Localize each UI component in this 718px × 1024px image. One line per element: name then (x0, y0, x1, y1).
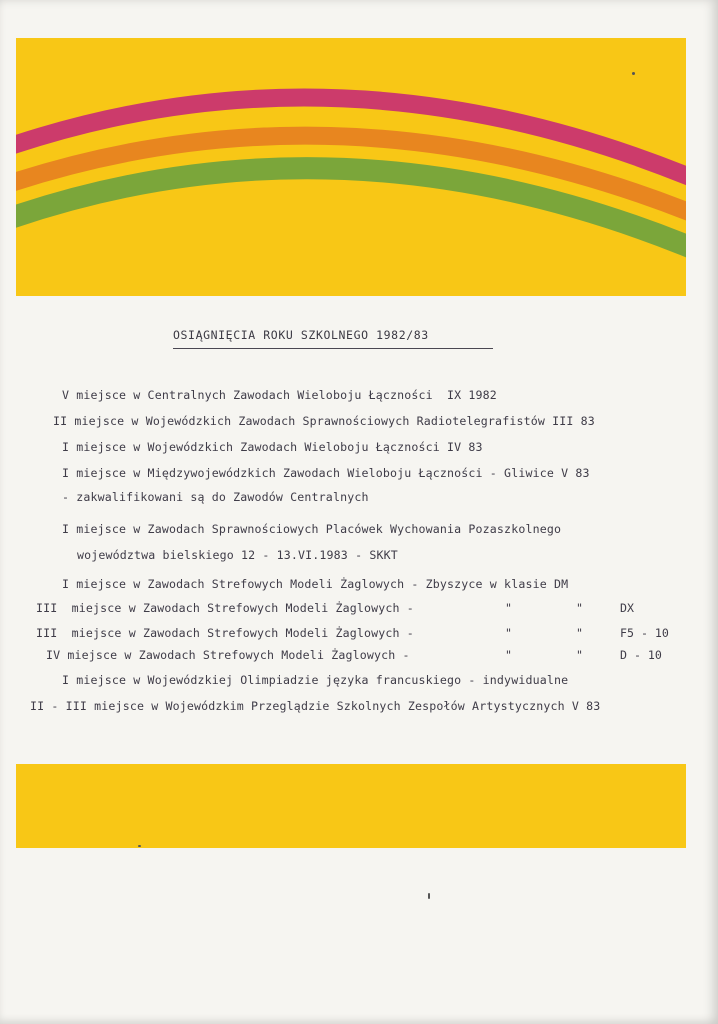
ditto-mark: " (505, 648, 512, 662)
list-item: I miejsce w Zawodach Sprawnościowych Placówek Wychowania Pozaszkolnego (62, 522, 562, 536)
paper-speck (632, 72, 635, 75)
class-label: F5 - 10 (620, 626, 669, 640)
bottom-yellow-banner (16, 764, 686, 848)
list-item: I miejsce w Międzywojewódzkich Zawodach Wieloboju Łączności - Gliwice V 83 (62, 466, 590, 480)
ditto-mark: " (576, 626, 583, 640)
page-title: OSIĄGNIĘCIA ROKU SZKOLNEGO 1982/83 (173, 328, 493, 349)
paper-speck (428, 893, 430, 899)
list-item: III miejsce w Zawodach Strefowych Modeli Żaglowych - (36, 601, 414, 615)
paper-speck (138, 845, 141, 847)
ditto-mark: " (576, 601, 583, 615)
list-item: III miejsce w Zawodach Strefowych Modeli Żaglowych - (36, 626, 414, 640)
list-item: I miejsce w Zawodach Strefowych Modeli Żaglowych - Zbyszyce w klasie DM (62, 577, 569, 591)
list-item: II - III miejsce w Wojewódzkim Przeglądzie Szkolnych Zespołów Artystycznych V 83 (30, 699, 601, 713)
ditto-mark: " (576, 648, 583, 662)
class-label: D - 10 (620, 648, 662, 662)
list-item: I miejsce w Wojewódzkich Zawodach Wieloboju Łączności IV 83 (62, 440, 483, 454)
list-item: I miejsce w Wojewódzkiej Olimpiadzie języka francuskiego - indywidualne (62, 673, 569, 687)
class-label: DX (620, 601, 634, 615)
list-item: II miejsce w Wojewódzkich Zawodach Sprawnościowych Radiotelegrafistów III 83 (53, 414, 595, 428)
list-item: województwa bielskiego 12 - 13.VI.1983 - SKKT (77, 548, 398, 562)
list-item: IV miejsce w Zawodach Strefowych Modeli Żaglowych - (46, 648, 410, 662)
list-item: V miejsce w Centralnych Zawodach Wieloboju Łączności IX 1982 (62, 388, 497, 402)
ditto-mark: " (505, 626, 512, 640)
ditto-mark: " (505, 601, 512, 615)
list-item: - zakwalifikowani są do Zawodów Centralnych (62, 490, 369, 504)
